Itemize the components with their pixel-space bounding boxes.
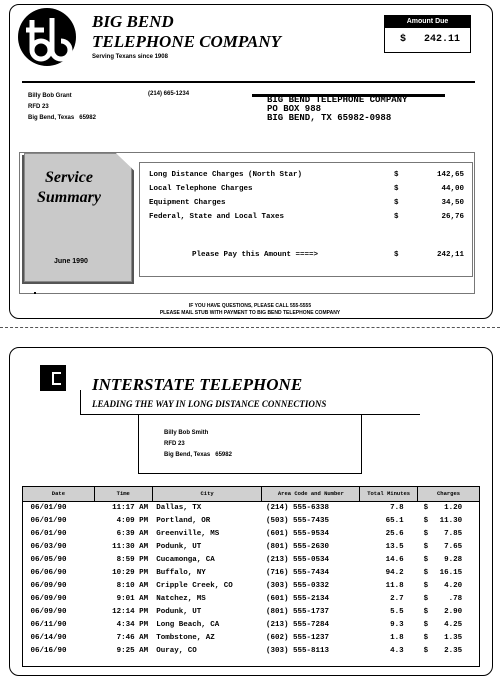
note-line1: IF YOU HAVE QUESTIONS, PLEASE CALL 555-5555 xyxy=(188,303,312,309)
please-pay-label: Please Pay this Amount ====> xyxy=(192,251,319,259)
call-charge-currency: $ xyxy=(423,608,429,616)
call-charge-currency: $ xyxy=(423,569,429,577)
call-time: 6:39 AM xyxy=(116,530,149,538)
tear-line xyxy=(0,327,500,328)
call-charge xyxy=(418,554,480,567)
call-minutes: 94.2 xyxy=(385,569,404,577)
call-time: 4:34 PM xyxy=(116,621,149,629)
note-line2: PLEASE MAIL STUB WITH PAYMENT TO BIG BEND TELEPHONE COMPANY xyxy=(159,310,341,316)
table-row xyxy=(23,528,480,541)
summary-title-line1: Service xyxy=(45,169,93,186)
call-charge xyxy=(418,541,480,554)
calls-table xyxy=(22,486,480,658)
call-charge-amount: 7.85 xyxy=(444,530,463,538)
charge-currency: $ xyxy=(394,213,399,221)
call-number: (303) 555-8113 xyxy=(265,647,329,655)
charge-row xyxy=(149,171,464,185)
call-date: 06/05/90 xyxy=(30,556,67,564)
call-charge xyxy=(418,528,480,541)
call-city: Greenville, MS xyxy=(156,530,220,538)
call-charge-currency: $ xyxy=(423,582,429,590)
call-city: Buffalo, NY xyxy=(156,569,206,577)
charge-currency: $ xyxy=(394,199,399,207)
charge-desc: Federal, State and Local Taxes xyxy=(149,213,285,221)
call-charge-currency: $ xyxy=(423,504,429,513)
call-charge-currency: $ xyxy=(423,543,429,551)
column-header-date: Date xyxy=(23,487,95,502)
call-number: (213) 555-7284 xyxy=(265,621,329,629)
call-minutes: 4.3 xyxy=(390,647,404,655)
call-charge-currency: $ xyxy=(423,517,429,525)
call-minutes: 11.8 xyxy=(385,582,404,590)
call-city: Natchez, MS xyxy=(156,595,206,603)
table-row xyxy=(23,567,480,580)
company-name-line2: TELEPHONE COMPANY xyxy=(92,32,282,51)
call-city: Portland, OR xyxy=(156,517,211,525)
call-time: 11:17 AM xyxy=(112,504,149,513)
please-pay-row xyxy=(192,251,464,261)
customer-zip: 65982 xyxy=(79,115,96,121)
call-date: 06/01/90 xyxy=(30,530,67,538)
call-charge xyxy=(418,515,480,528)
amount-due-label: Amount Due xyxy=(385,16,470,28)
it-customer-city: Big Bend, Texas xyxy=(164,452,211,458)
call-date: 06/09/90 xyxy=(30,582,67,590)
table-row xyxy=(23,645,480,658)
call-date: 06/11/90 xyxy=(30,621,67,629)
call-city: Cucamonga, CA xyxy=(156,556,215,564)
call-number: (503) 555-7435 xyxy=(265,517,329,525)
call-charge-amount: 16.15 xyxy=(439,569,463,577)
charge-row xyxy=(149,199,464,213)
call-time: 11:30 AM xyxy=(112,543,149,551)
call-charge-currency: $ xyxy=(423,647,429,655)
big-bend-logo-icon xyxy=(14,6,80,68)
call-charge-amount: 11.30 xyxy=(439,517,463,525)
call-charge-amount: 9.28 xyxy=(444,556,463,564)
call-time: 12:14 PM xyxy=(112,608,149,616)
table-row xyxy=(23,502,480,515)
table-row xyxy=(23,541,480,554)
charge-desc: Equipment Charges xyxy=(149,199,226,207)
call-minutes: 65.1 xyxy=(385,517,404,525)
interstate-name: INTERSTATE TELEPHONE xyxy=(92,375,303,394)
amount-due-box xyxy=(384,15,471,53)
amount-due-number: 242.11 xyxy=(423,34,460,45)
call-date: 06/09/90 xyxy=(30,608,67,616)
interstate-logo-mark xyxy=(52,372,61,385)
charge-amount: 34,50 xyxy=(441,199,464,207)
call-charge-currency: $ xyxy=(423,530,429,538)
it-customer-name: Billy Bob Smith xyxy=(164,430,209,436)
call-charge-amount: 4.20 xyxy=(444,582,463,590)
call-date: 06/01/90 xyxy=(30,517,67,525)
table-row xyxy=(23,515,480,528)
remit-address xyxy=(267,96,407,123)
call-city: Podunk, UT xyxy=(156,608,202,616)
please-pay-amount: 242,11 xyxy=(436,251,464,259)
amount-due-value xyxy=(385,28,470,45)
table-row xyxy=(23,632,480,645)
call-charge xyxy=(418,645,480,658)
call-number: (303) 555-0332 xyxy=(265,582,329,590)
call-minutes: 14.6 xyxy=(385,556,404,564)
call-minutes: 25.6 xyxy=(385,530,404,538)
stub-note xyxy=(60,303,440,317)
table-row xyxy=(23,554,480,567)
call-date: 06/01/90 xyxy=(30,504,67,513)
call-charge-amount: 2.90 xyxy=(444,608,463,616)
charge-currency: $ xyxy=(394,185,399,193)
interstate-customer-address xyxy=(164,428,232,461)
charge-currency: $ xyxy=(394,171,399,179)
call-date: 06/16/90 xyxy=(30,647,67,655)
customer-address xyxy=(28,91,96,124)
call-charge xyxy=(418,619,480,632)
call-charge xyxy=(418,632,480,645)
divider xyxy=(80,390,81,415)
call-minutes: 2.7 xyxy=(390,595,404,603)
call-charge-currency: $ xyxy=(423,595,429,603)
company-tagline: Serving Texans since 1908 xyxy=(92,54,168,60)
call-minutes: 1.8 xyxy=(390,634,404,642)
call-date: 06/03/90 xyxy=(30,543,67,551)
column-header-charges: Charges xyxy=(418,487,480,502)
call-time: 9:01 AM xyxy=(116,595,149,603)
charge-amount: 26,76 xyxy=(441,213,464,221)
divider xyxy=(22,81,475,83)
column-header-minutes: Total Minutes xyxy=(360,487,418,502)
charges-list xyxy=(149,171,464,227)
charge-desc: Local Telephone Charges xyxy=(149,185,253,193)
call-charge-amount: .78 xyxy=(448,595,463,603)
call-city: Dallas, TX xyxy=(156,504,202,513)
charge-amount: 142,65 xyxy=(436,171,464,179)
summary-date: June 1990 xyxy=(54,258,88,265)
call-charge xyxy=(418,567,480,580)
call-number: (602) 555-1237 xyxy=(265,634,329,642)
service-summary-title xyxy=(24,168,114,208)
table-row xyxy=(23,580,480,593)
call-time: 4:09 PM xyxy=(116,517,149,525)
call-charge xyxy=(418,502,480,515)
company-name xyxy=(92,12,281,52)
calls-header-row xyxy=(23,487,480,502)
column-header-city: City xyxy=(152,487,262,502)
summary-title-line2: Summary xyxy=(36,189,101,206)
call-charge-amount: 2.35 xyxy=(444,647,463,655)
call-charge xyxy=(418,593,480,606)
call-date: 06/06/90 xyxy=(30,569,67,577)
call-time: 8:59 PM xyxy=(116,556,149,564)
call-date: 06/09/90 xyxy=(30,595,67,603)
charge-desc: Long Distance Charges (North Star) xyxy=(149,171,303,179)
charge-row xyxy=(149,213,464,227)
call-charge-amount: 1.20 xyxy=(444,504,463,513)
call-minutes: 7.8 xyxy=(390,504,404,513)
remit-line1: BIG BEND TELEPHONE COMPANY xyxy=(267,95,408,105)
call-city: Long Beach, CA xyxy=(156,621,220,629)
table-row xyxy=(23,593,480,606)
call-number: (214) 555-6338 xyxy=(265,504,329,513)
interstate-slogan: LEADING THE WAY IN LONG DISTANCE CONNECTIONS xyxy=(92,399,327,409)
customer-street: RFD 23 xyxy=(28,104,49,110)
remit-line2: PO BOX 988 xyxy=(267,104,322,114)
call-number: (801) 555-1737 xyxy=(265,608,329,616)
it-customer-city-line xyxy=(164,450,232,461)
call-time: 8:10 AM xyxy=(116,582,149,590)
table-row xyxy=(23,606,480,619)
call-charge xyxy=(418,580,480,593)
please-pay-currency: $ xyxy=(394,251,399,259)
customer-phone: (214) 665-1234 xyxy=(148,91,190,97)
call-charge-currency: $ xyxy=(423,556,429,564)
dot-mark xyxy=(34,292,36,294)
it-customer-zip: 65982 xyxy=(215,452,232,458)
table-row xyxy=(23,619,480,632)
call-number: (801) 555-2630 xyxy=(265,543,329,551)
amount-due-currency: $ xyxy=(399,34,406,45)
call-number: (601) 555-9534 xyxy=(265,530,329,538)
call-charge-amount: 4.25 xyxy=(444,621,463,629)
company-name-line1: BIG BEND xyxy=(92,12,174,31)
customer-city-line xyxy=(28,113,96,124)
column-header-number: Area Code and Number xyxy=(262,487,360,502)
call-minutes: 13.5 xyxy=(385,543,404,551)
call-number: (716) 555-7434 xyxy=(265,569,329,577)
call-time: 10:29 PM xyxy=(112,569,149,577)
call-city: Podunk, UT xyxy=(156,543,202,551)
call-minutes: 9.3 xyxy=(390,621,404,629)
call-charge-amount: 7.65 xyxy=(444,543,463,551)
call-minutes: 5.5 xyxy=(390,608,404,616)
call-time: 9:25 AM xyxy=(116,647,149,655)
charge-amount: 44,00 xyxy=(441,185,464,193)
call-date: 06/14/90 xyxy=(30,634,67,642)
call-charge-currency: $ xyxy=(423,634,429,642)
call-time: 7:46 AM xyxy=(116,634,149,642)
call-charge xyxy=(418,606,480,619)
call-number: (601) 555-2134 xyxy=(265,595,329,603)
charge-row xyxy=(149,185,464,199)
it-customer-street: RFD 23 xyxy=(164,441,185,447)
call-city: Tombstone, AZ xyxy=(156,634,215,642)
customer-name: Billy Bob Grant xyxy=(28,93,72,99)
column-header-time: Time xyxy=(94,487,152,502)
customer-city: Big Bend, Texas xyxy=(28,115,75,121)
call-charge-amount: 1.35 xyxy=(444,634,463,642)
call-city: Cripple Creek, CO xyxy=(156,582,233,590)
remit-line3: BIG BEND, TX 65982-0988 xyxy=(267,113,392,123)
call-city: Ouray, CO xyxy=(156,647,197,655)
call-number: (213) 555-0534 xyxy=(265,556,329,564)
call-charge-currency: $ xyxy=(423,621,429,629)
